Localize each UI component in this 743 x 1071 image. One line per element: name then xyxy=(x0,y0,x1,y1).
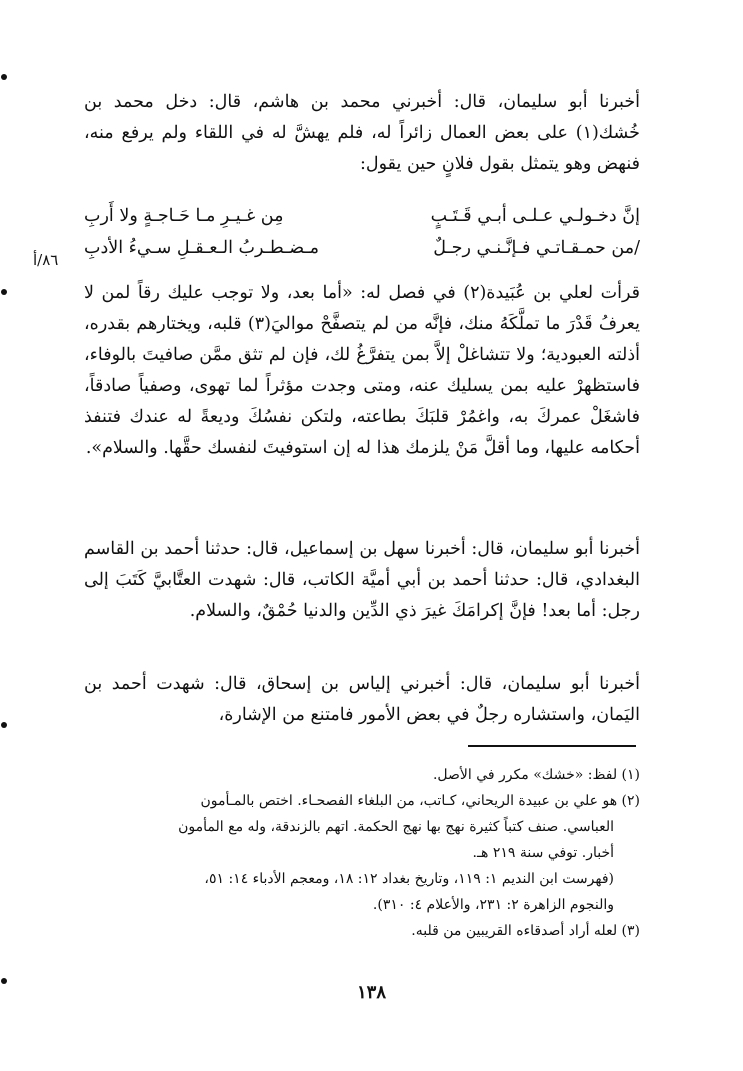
footnotes xyxy=(84,762,640,944)
page-number: ١٣٨ xyxy=(356,982,386,1003)
footnote-2-line-5: والنجوم الزاهرة ٢: ٢٣١، والأعلام ٤: ٣١٠). xyxy=(372,897,614,913)
manuscript-folio-marker: ٨٦/أ xyxy=(33,251,59,269)
poem-verse-2-first-hemistich: /من حمـقـاتـي فـإنَّـنـي رجـلٌ xyxy=(433,238,640,258)
scan-mark-dot xyxy=(1,74,7,80)
paragraph-2: قرأت لعلي بن عُبَيدة(٢) في فصل له: «أما بعد، ولا توجب عليك رقاً لمن لا يعرفُ قَدْرَ ما تملَّكَهُ منك، فإنَّه من لم يتصفَّحْ مواليَ(٣) قلبه، ويختارهم بقدره، أذلته العبودية؛ ولا تتشاغلْ إلاَّ بمن يتفرَّغُ لك، فإن لم تثق ممَّن صافيتَ بالوفاء، فاستظهرْ عليه بمن يسليك عنه، ومتى وجدت مؤثراً لما تهوى، وصفياً صادقاً، فاشغَلْ عمركَ به، واغمُرْ قلبَكَ بطاعته، ولتكن نفسُكَ وديعةً له عندك فتنفذ أحكامه عليها، وما أقلَّ مَنْ يلزمك هذا له إن استوفيتَ لنفسك حقَّها. والسلام». xyxy=(84,283,640,458)
paragraph-3: أخبرنا أبو سليمان، قال: أخبرنا سهل بن إسماعيل، قال: حدثنا أحمد بن القاسم البغدادي، قال: حدثنا أحمد بن أبي أميَّة الكاتب، قال: شهدت العتَّابيَّ كَتَبَ إلى رجل: أما بعد! فإنَّ إكرامَكَ غيرَ ذي الدِّين والدنيا حُمْقٌ، والسلام. xyxy=(84,539,640,621)
poem-verse-1 xyxy=(84,200,640,232)
footnote-2-line-2: العباسي. صنف كتباً كثيرة نهج بها نهج الحكمة. اتهم بالزندقة، وله مع المأمون xyxy=(178,819,614,835)
paragraph-1: أخبرنا أبو سليمان، قال: أخبرني محمد بن هاشم، قال: دخل محمد بن خُشك(١) على بعض العمال زائراً له، فلم يهشَّ له في اللقاء ولم يرفع منه، فنهض وهو يتمثل بقول فلانٍ حين يقول: xyxy=(84,92,640,174)
footnote-separator xyxy=(468,745,636,747)
footnote-2-line-4: (فهرست ابن النديم ١: ١١٩، وتاريخ بغداد ١٢: ١٨، ومعجم الأدباء ١٤: ٥١، xyxy=(204,871,614,887)
scan-mark-dot xyxy=(1,722,7,728)
paragraph-4: أخبرنا أبو سليمان، قال: أخبرني إلياس بن إسحاق، قال: شهدت أحمد بن اليَمان، واستشاره رجلٌ في بعض الأمور فامتنع من الإشارة، xyxy=(84,674,640,725)
footnote-3: (٣) لعله أراد أصدقاءه القريبين من قلبه. xyxy=(411,923,640,939)
footnote-1: (١) لفظ: «خشك» مكرر في الأصل. xyxy=(432,767,640,783)
poem-verse-2 xyxy=(84,232,640,264)
poem-verse-1-first-hemistich: إنَّ دخـولـي عـلـى أبـي قَـتَـبٍ xyxy=(430,206,640,226)
poem-verse-2-second-hemistich: مـضـطـربُ الـعـقـلِ سـيءُ الأدبِ xyxy=(84,238,319,258)
poem-verse-1-second-hemistich: مِن غـيـرِ مـا حَـاجـةٍ ولا أَربِ xyxy=(84,206,284,226)
scan-mark-dot xyxy=(1,289,7,295)
footnote-2-line-3: أخبار. توفي سنة ٢١٩ هـ. xyxy=(472,845,614,861)
footnote-2-line-1: (٢) هو علي بن عبيدة الريحاني، كـاتب، من البلغاء الفصحـاء. اختص بالمـأمون xyxy=(200,793,640,809)
